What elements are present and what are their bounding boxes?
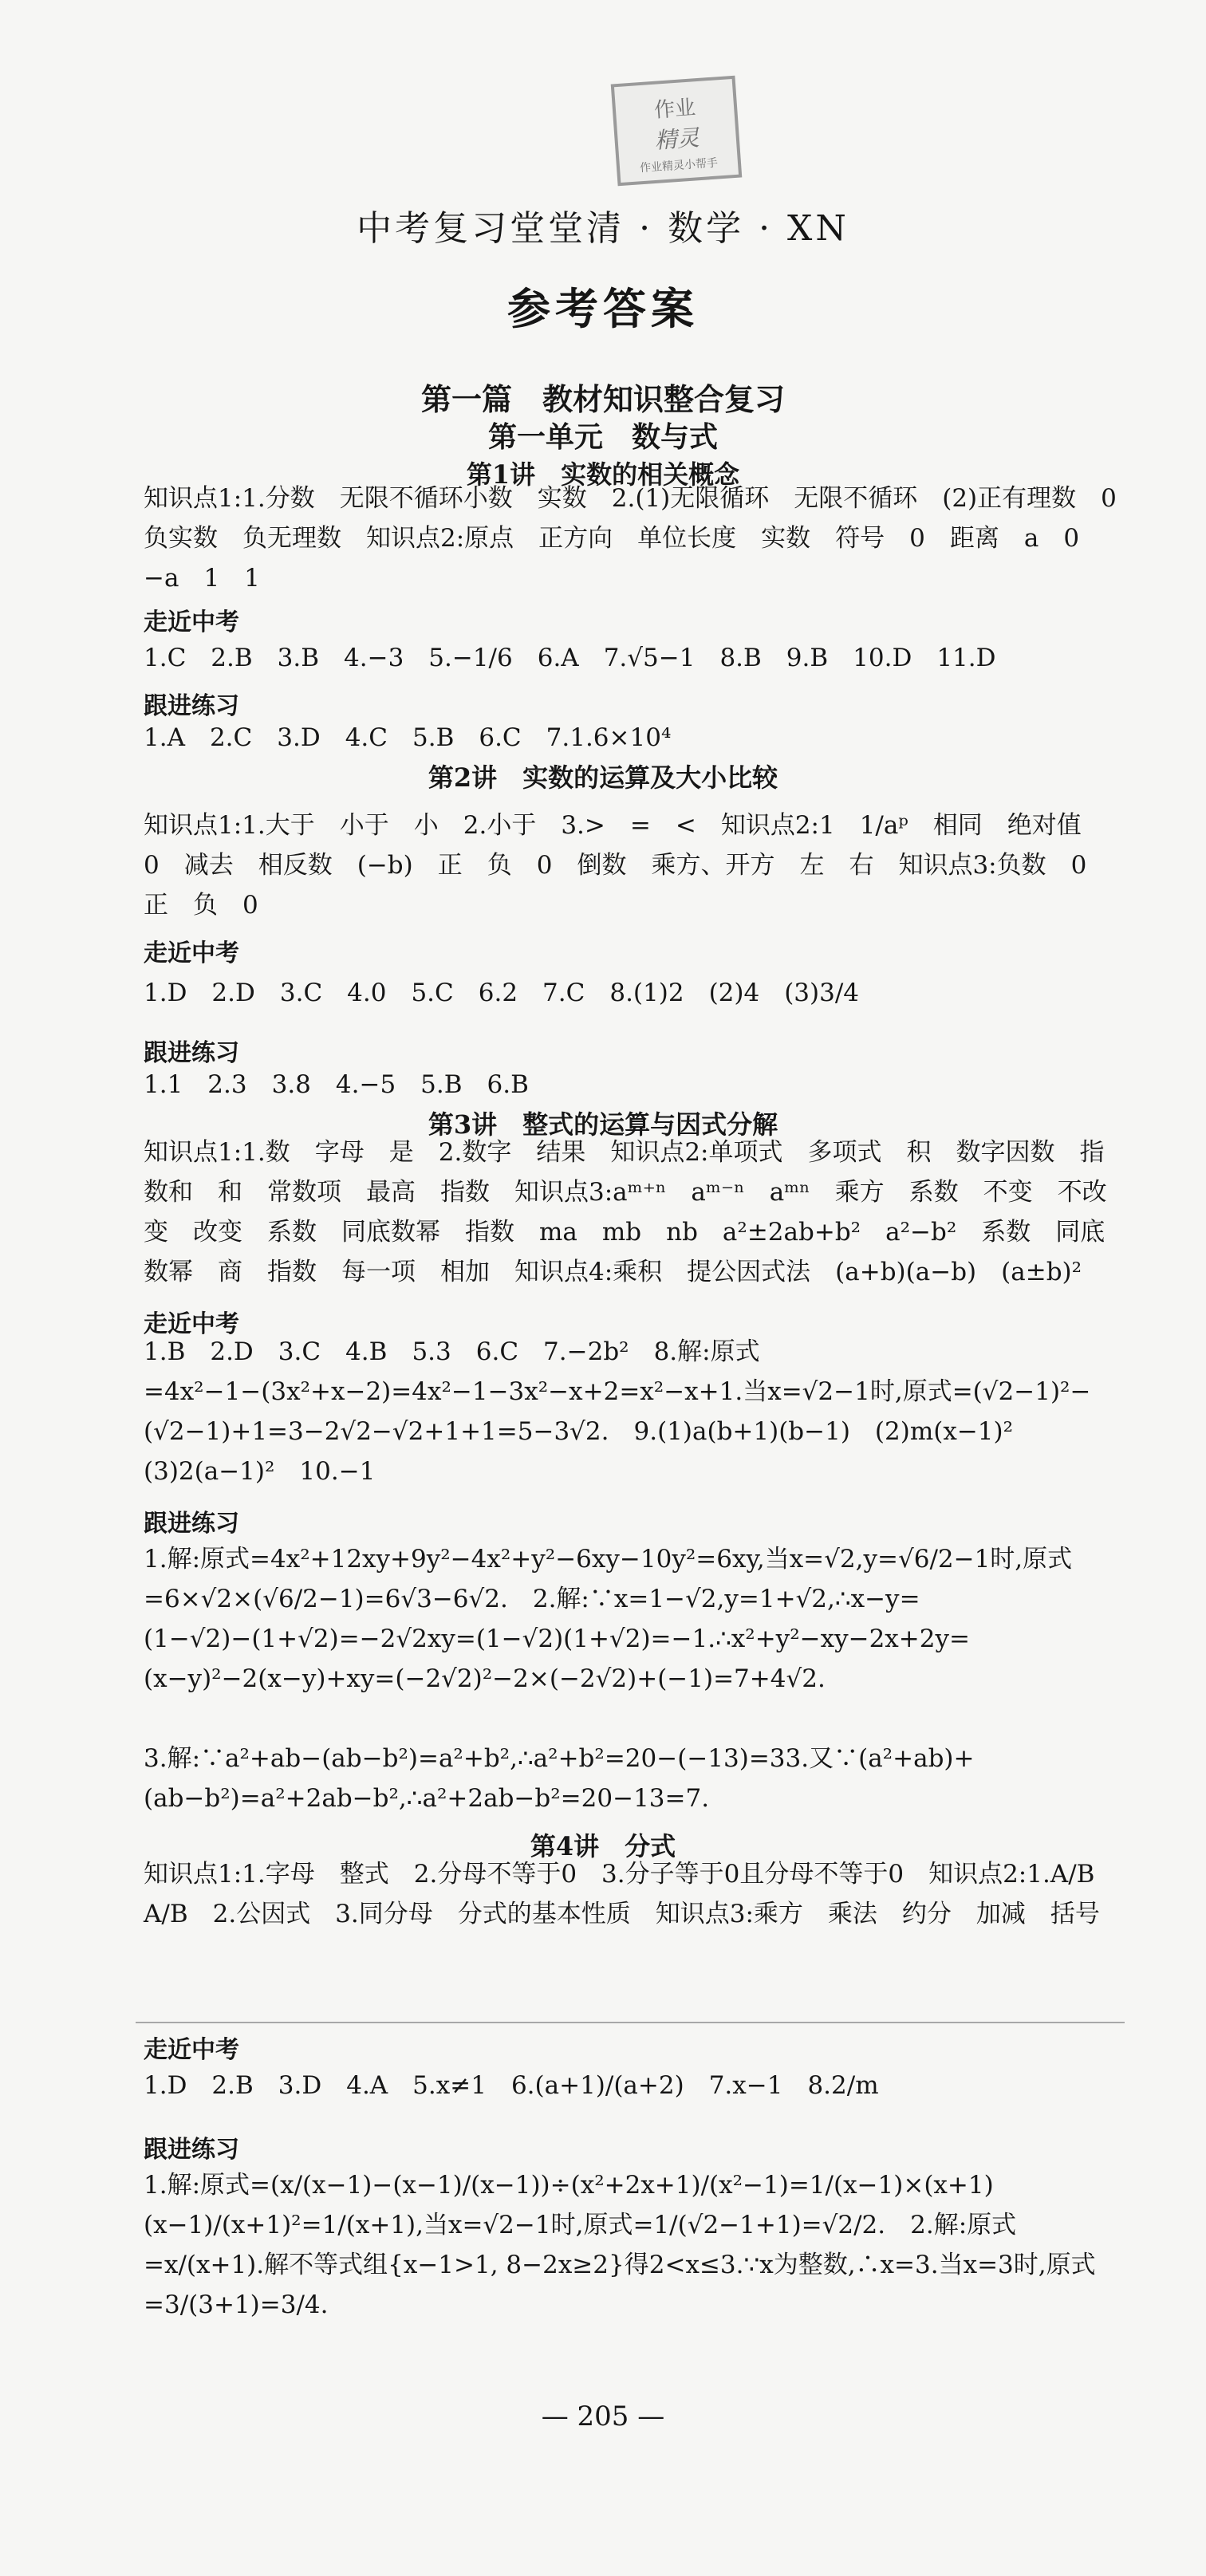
book-header: 中考复习堂堂清 · 数学 · XN	[357, 208, 849, 249]
page-number: — 205 —	[541, 2401, 665, 2432]
lecture-4-near-heading: 走近中考	[144, 2036, 239, 2064]
page-title: 参考答案	[507, 283, 699, 334]
lecture-3-knowledge: 知识点1:1.数 字母 是 2.数字 结果 知识点2:单项式 多项式 积 数字因数 指数和 和 常数项 最高 指数 知识点3:aᵐ⁺ⁿ aᵐ⁻ⁿ aᵐⁿ 乘方 系数 不变 不改变 改变 系数 同底数幂 指数 ma mb nb a²±2ab+b² a²−b² 系数 同底数幂 商 指数 每一项 相加 知识点4:乘积 提公因式法 (a+b)(a−b) (a±b)²	[144, 1138, 1107, 1286]
lecture-2-title: 第2讲 实数的运算及大小比较	[428, 762, 778, 793]
stamp-line3: 作业精灵小帮手	[639, 156, 719, 175]
lecture-2-knowledge: 知识点1:1.大于 小于 小 2.小于 3.> = < 知识点2:1 1/aᵖ 相同 绝对值 0 减去 相反数 (−b) 正 负 0 倒数 乘方、开方 左 右 知识点3:负数 0 正 负 0	[144, 811, 1112, 920]
lecture-2-follow-heading: 跟进练习	[144, 1039, 239, 1067]
lecture-4-title: 第4讲 分式	[530, 1831, 676, 1861]
part-title: 第一篇 教材知识整合复习	[420, 381, 785, 417]
lecture-1-title: 第1讲 实数的相关概念	[466, 459, 740, 490]
divider	[136, 2022, 1125, 2023]
lecture-2-near-heading: 走近中考	[144, 939, 239, 967]
lecture-3-follow-answers-1: 1.解:原式=4x²+12xy+9y²−4x²+y²−6xy−10y²=6xy,当x=√2,y=√6/2−1时,原式=6×√2×(√6/2−1)=6√3−6√2. 2.解:∵x=1−√2,y=1+√2,∴x−y=(1−√2)−(1+√2)=−2√2xy=(1−√2)(1+√2)=−1.∴x²+y²−xy−2x+2y=(x−y)²−2(x−y)+xy=(−2√2)²−2×(−2√2)+(−1)=7+4√2.	[144, 1545, 1073, 1693]
lecture-4-follow-answers: 1.解:原式=(x/(x−1)−(x−1)/(x−1))÷(x²+2x+1)/(x²−1)=1/(x−1)×(x+1)(x−1)/(x+1)²=1/(x+1),当x=√2−1时,原式=1/(√2−1+1)=√2/2. 2.解:原式=x/(x+1).解不等式组{x−1>1, 8−2x≥2}得2<x≤3.∵x为整数,∴x=3.当x=3时,原式=3/(3+1)=3/4.	[144, 2171, 1096, 2319]
lecture-4-near-answers: 1.D 2.B 3.D 4.A 5.x≠1 6.(a+1)/(a+2) 7.x−1 8.2/m	[144, 2071, 879, 2100]
lecture-3-near-answers: 1.B 2.D 3.C 4.B 5.3 6.C 7.−2b² 8.解:原式=4x²−1−(3x²+x−2)=4x²−1−3x²−x+2=x²−x+1.当x=√2−1时,原式=(√2−1)²−(√2−1)+1=3−2√2−√2+1+1=5−3√2. 9.(1)a(b+1)(b−1) (2)m(x−1)² (3)2(a−1)² 10.−1	[144, 1337, 1091, 1486]
unit-title: 第一单元 数与式	[487, 420, 718, 454]
stamp-line1: 作业	[653, 96, 697, 123]
lecture-3-follow-heading: 跟进练习	[144, 1510, 239, 1538]
lecture-1-near-answers: 1.C 2.B 3.B 4.−3 5.−1/6 6.A 7.√5−1 8.B 9.B 10.D 11.D	[144, 644, 996, 672]
lecture-3-title: 第3讲 整式的运算与因式分解	[428, 1109, 778, 1140]
lecture-1-knowledge: 知识点1:1.分数 无限不循环小数 实数 2.(1)无限循环 无限不循环 (2)正有理数 0 负实数 负无理数 知识点2:原点 正方向 单位长度 实数 符号 0 距离 a 0 −a 1 1	[144, 484, 1141, 593]
stamp-logo	[611, 76, 743, 187]
lecture-4-knowledge: 知识点1:1.字母 整式 2.分母不等于0 3.分子等于0且分母不等于0 知识点2:1.A/B A/B 2.公因式 3.同分母 分式的基本性质 知识点3:乘方 乘法 约分 加减 括号	[144, 1860, 1120, 1928]
lecture-1-follow-heading: 跟进练习	[144, 692, 239, 720]
stamp-line2: 精灵	[653, 124, 700, 154]
lecture-2-near-answers: 1.D 2.D 3.C 4.0 5.C 6.2 7.C 8.(1)2 (2)4 (3)3/4	[144, 979, 860, 1007]
lecture-3-near-heading: 走近中考	[144, 1310, 239, 1338]
lecture-4-follow-heading: 跟进练习	[144, 2136, 239, 2164]
lecture-2-follow-answers: 1.1 2.3 3.8 4.−5 5.B 6.B	[144, 1070, 529, 1099]
lecture-1-follow-answers: 1.A 2.C 3.D 4.C 5.B 6.C 7.1.6×10⁴	[144, 723, 672, 752]
lecture-1-near-heading: 走近中考	[144, 609, 239, 636]
lecture-3-follow-answers-2: 3.解:∵a²+ab−(ab−b²)=a²+b²,∴a²+b²=20−(−13)=33.又∵(a²+ab)+(ab−b²)=a²+2ab−b²,∴a²+2ab−b²=20−13=7.	[144, 1744, 975, 1813]
